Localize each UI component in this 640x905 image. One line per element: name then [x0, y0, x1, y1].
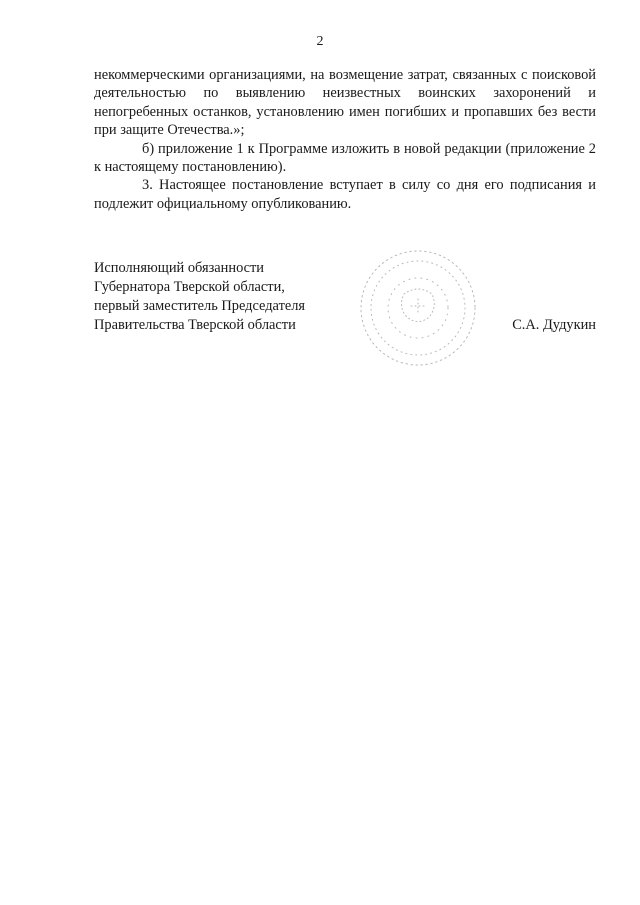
paragraph-continuation: некоммерческими организациями, на возмещение затрат, связанных с поисковой деятельностью по выявлению неизвестных воинских захоронений и непогребенных останков, установлению имен погибших и пропавших без вести при защите Отечества.»; — [94, 67, 596, 139]
paragraph-appendix-change: б) приложение 1 к Программе изложить в новой редакции (приложение 2 к настоящему постановлению). — [94, 140, 596, 176]
signer-name: С.А. Дудукин — [512, 317, 596, 333]
signatory-title-line: первый заместитель Председателя — [94, 298, 306, 314]
signature-block — [94, 259, 596, 335]
signatory-title-line: Правительства Тверской области — [94, 317, 296, 333]
signatory-title-line: Губернатора Тверской области, — [94, 279, 285, 295]
signatory-title-line: Исполняющий обязанности — [94, 260, 265, 276]
paragraph-effective-date: 3. Настоящее постановление вступает в силу со дня его подписания и подлежит официальному опубликованию. — [94, 177, 596, 212]
page-number: 2 — [316, 34, 324, 49]
body-text — [94, 66, 596, 213]
